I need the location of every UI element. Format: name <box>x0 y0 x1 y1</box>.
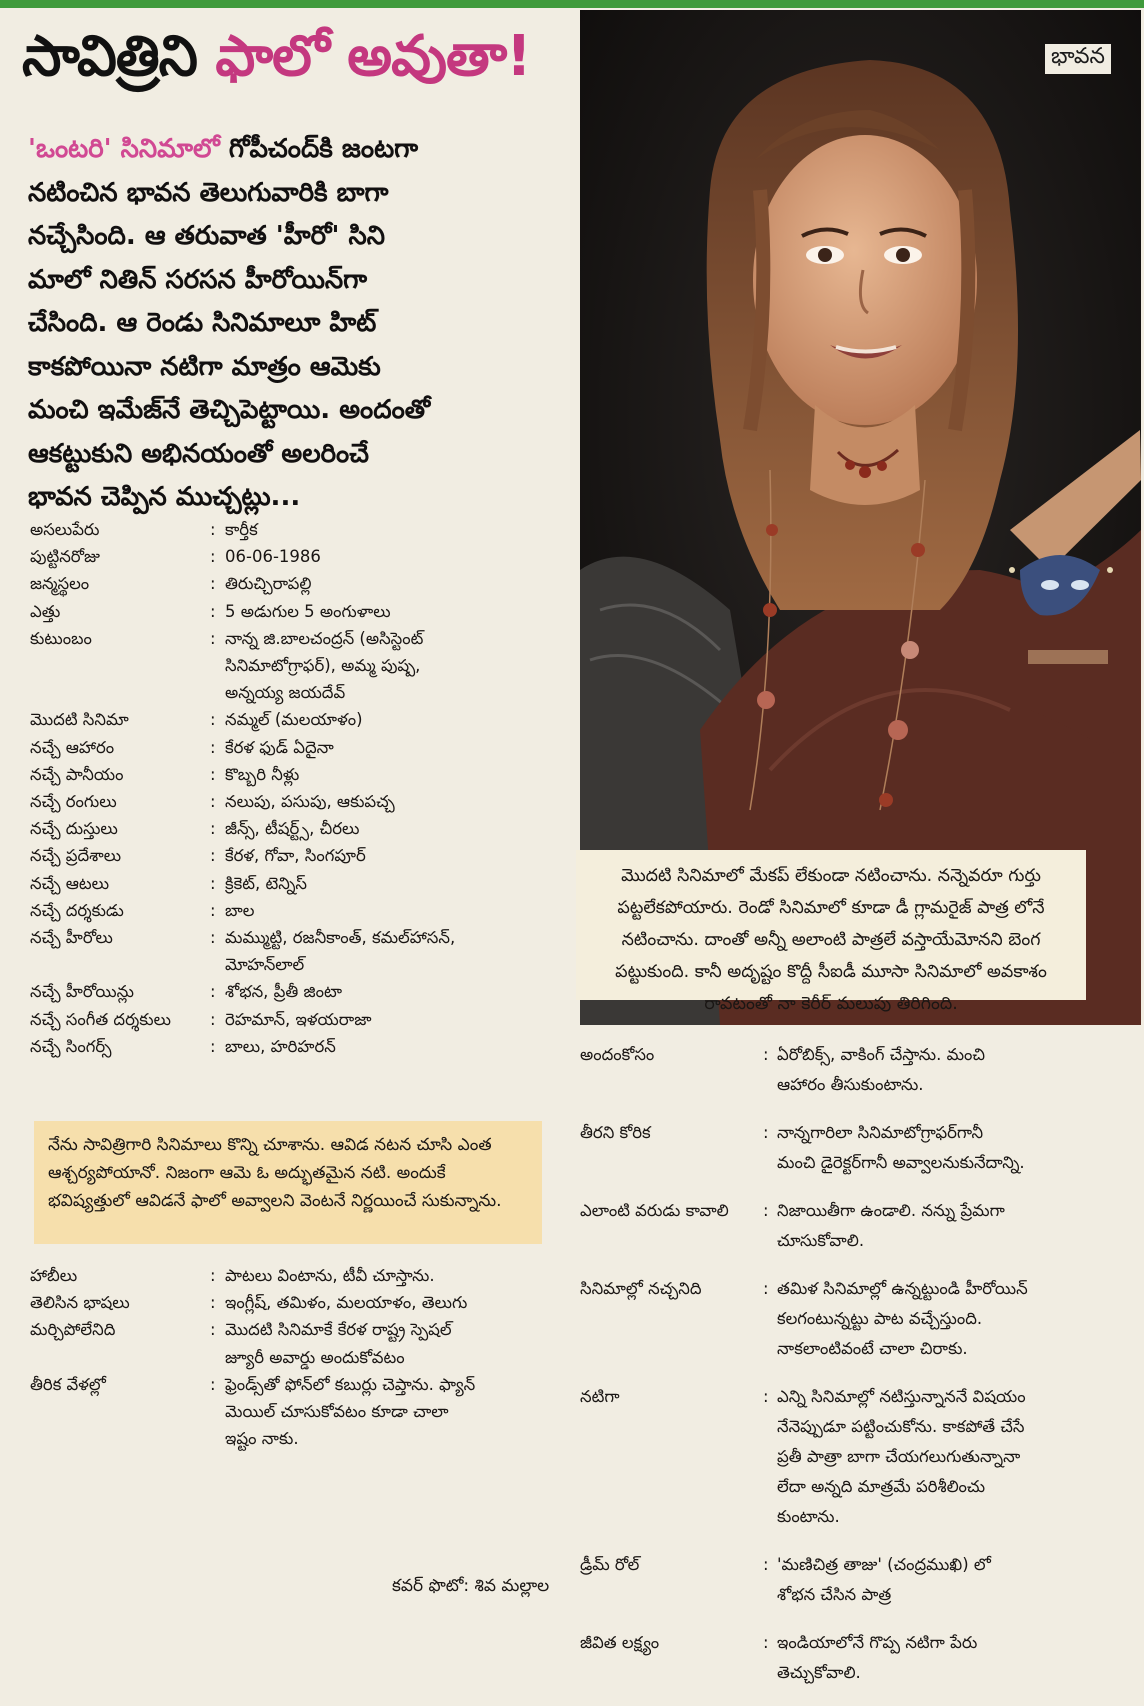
fact-colon: : <box>763 1387 769 1406</box>
byline: భావన <box>1045 44 1111 74</box>
intro-line: కాకపోయినా నటిగా మాత్రం ఆమెకు <box>28 351 381 382</box>
fact-value: నాన్నగారిలా సినిమాటోగ్రాఫర్‌గానీ మంచి డైరెక్టర్‌గానీ అవ్వాలనుకునేదాన్ని. <box>777 1123 1025 1172</box>
fact-colon: : <box>763 1123 769 1142</box>
fact-colon: : <box>210 628 216 648</box>
fact-colon: : <box>210 1374 216 1394</box>
fact-row <box>30 570 455 597</box>
fact-row <box>30 1006 455 1033</box>
headline <box>22 22 531 92</box>
fact-value: తమిళ సినిమాల్లో ఉన్నట్టుండి హీరోయిన్ కలగంటున్నట్టు పాట వచ్చేస్తుంది. నాకలాంటివంటే చాలా చిరాకు. <box>777 1279 1028 1358</box>
fact-label: పుట్టినరోజు <box>30 547 101 567</box>
fact-colon: : <box>210 819 216 839</box>
fact-colon: : <box>210 764 216 784</box>
fact-label: ఎత్తు <box>30 601 61 621</box>
fact-label: నచ్చే దుస్తులు <box>30 819 118 839</box>
fact-label: డ్రీమ్ రోల్ <box>580 1555 640 1574</box>
facts-right-list <box>580 1040 1130 1706</box>
fact-row <box>30 761 455 788</box>
fact-value: నిజాయితీగా ఉండాలి. నన్ను ప్రేమగా చూసుకోవాలి. <box>777 1201 1005 1250</box>
headline-part-1: సావిత్రిని <box>22 24 216 89</box>
fact-label: జన్మస్థలం <box>30 574 90 594</box>
fact-colon: : <box>210 1009 216 1029</box>
fact-row <box>30 625 455 707</box>
fact-colon: : <box>763 1633 769 1652</box>
fact-value: నలుపు, పసుపు, ఆకుపచ్చ <box>225 792 395 812</box>
fact-row <box>30 734 455 761</box>
fact-row <box>30 1316 475 1370</box>
fact-label: తీరని కోరిక <box>580 1123 651 1142</box>
fact-row <box>580 1382 1130 1532</box>
fact-value: పాటలు వింటాను, టీవీ చూస్తాను. <box>225 1266 435 1285</box>
fact-value: ఫ్రెండ్స్‌తో ఫోన్‌లో కబుర్లు చెప్తాను. ఫ్యాన్ మెయిల్ చూసుకోవటం కూడా చాలా ఇష్టం నాకు. <box>225 1374 476 1449</box>
fact-row <box>580 1274 1130 1364</box>
fact-row <box>30 897 455 924</box>
fact-row <box>580 1040 1130 1100</box>
fact-colon: : <box>210 1320 216 1340</box>
fact-row <box>30 842 455 869</box>
intro-line: నటించిన భావన తెలుగువారికి బాగా <box>28 177 389 208</box>
facts-bottom-list <box>30 1262 475 1452</box>
photo-caption: మొదటి సినిమాలో మేకప్ లేకుండా నటించాను. నన్నెవరూ గుర్తు పట్టలేకపోయారు. రెండో సినిమాలో కూడా డీ గ్లామరైజ్ పాత్ర లోనే నటించాను. దాంతో అన్నీ అలాంటి పాత్రలే వస్తాయేమోనని బెంగ పట్టుకుంది. కానీ అదృష్టం కొద్దీ సీఐడీ మూసా సినిమాలో అవకాశం రావటంతో నా కెరీర్ మలుపు తిరిగింది. <box>576 850 1086 1000</box>
intro-film-title: 'ఒంటరి' సినిమాలో <box>28 134 220 164</box>
intro-line-text: గోపీచంద్‌కి జంటగా <box>219 134 419 164</box>
fact-colon: : <box>210 710 216 730</box>
fact-colon: : <box>210 846 216 866</box>
fact-label: నచ్చే ఆటలు <box>30 873 110 893</box>
fact-label: తెలిసిన భాషలు <box>30 1293 130 1313</box>
fact-row <box>30 1033 455 1060</box>
fact-value: బాలు, హరిహరన్ <box>225 1036 336 1056</box>
intro-line: మాలో నితిన్ సరసన హీరోయిన్‌గా <box>28 264 368 295</box>
fact-label: నచ్చే ప్రదేశాలు <box>30 846 122 866</box>
fact-label: నటిగా <box>580 1387 620 1406</box>
fact-label: సినిమాల్లో నచ్చనిది <box>580 1279 702 1298</box>
fact-label: ఎలాంటి వరుడు కావాలి <box>580 1201 729 1220</box>
fact-value: ఇండియాలోనే గొప్ప నటిగా పేరు తెచ్చుకోవాలి. <box>777 1633 978 1682</box>
intro-line: భావన చెప్పిన ముచ్చట్లు... <box>28 482 301 512</box>
fact-colon: : <box>763 1279 769 1298</box>
fact-value: 5 అడుగుల 5 అంగుళాలు <box>225 601 391 621</box>
fact-value: శోభన, ప్రీతీ జింటా <box>225 982 342 1002</box>
fact-row <box>580 1550 1130 1610</box>
fact-row <box>30 706 455 733</box>
fact-value: క్రికెట్, టెన్నిస్ <box>225 873 307 893</box>
fact-value: కొబ్బరి నీళ్లు <box>225 764 300 784</box>
fact-row <box>30 516 455 543</box>
fact-label: నచ్చే దర్శకుడు <box>30 900 124 920</box>
fact-colon: : <box>210 1266 216 1285</box>
fact-row <box>30 815 455 842</box>
fact-row <box>30 1289 475 1316</box>
fact-label: అసలుపేరు <box>30 520 100 539</box>
fact-row <box>580 1196 1130 1256</box>
fact-label: హాబీలు <box>30 1266 78 1285</box>
fact-label: నచ్చే హీరోలు <box>30 928 113 948</box>
fact-label: మర్చిపోలేనిది <box>30 1320 116 1340</box>
fact-colon: : <box>763 1201 769 1220</box>
fact-colon: : <box>210 1293 216 1313</box>
fact-value: రెహమాన్, ఇళయరాజా <box>225 1009 372 1029</box>
fact-value: 'మణిచిత్ర తాజు' (చంద్రముఖి) లో శోభన చేసిన పాత్ర <box>777 1555 991 1604</box>
fact-label: జీవిత లక్ష్యం <box>580 1633 660 1652</box>
fact-label: తీరిక వేళల్లో <box>30 1374 106 1394</box>
fact-value: జీన్స్, టీషర్ట్స్, చీరలు <box>225 819 360 839</box>
fact-value: ఏరోబిక్స్, వాకింగ్ చేస్తాను. మంచి ఆహారం తీసుకుంటాను. <box>777 1045 986 1094</box>
photo-credit: కవర్ ఫొటో: శివ మల్లాల <box>392 1576 550 1596</box>
fact-label: నచ్చే ఆహారం <box>30 737 115 757</box>
fact-label: కుటుంబం <box>30 628 92 648</box>
intro-paragraph <box>28 128 548 520</box>
fact-colon: : <box>210 928 216 948</box>
fact-colon: : <box>210 601 216 621</box>
fact-row <box>30 1262 475 1289</box>
fact-value: నాన్న జి.బాలచంద్రన్ (అసిస్టెంట్ సినిమాటోగ్రాఫర్), అమ్మ పుష్ప, అన్నయ్య జయదేవ్ <box>225 628 424 703</box>
fact-colon: : <box>210 982 216 1002</box>
fact-row <box>30 1371 475 1453</box>
quote-box: నేను సావిత్రిగారి సినిమాలు కొన్ని చూశాను. ఆవిడ నటన చూసి ఎంత ఆశ్చర్యపోయానో. నిజంగా ఆమె ఓ అద్భుతమైన నటి. అందుకే భవిష్యత్తులో ఆవిడనే ఫాలో అవ్వాలని వెంటనే నిర్ణయించే సుకున్నాను. <box>34 1121 542 1244</box>
fact-row <box>580 1118 1130 1178</box>
facts-top-list <box>30 516 455 1060</box>
fact-row <box>30 924 455 978</box>
fact-colon: : <box>210 1036 216 1056</box>
fact-colon: : <box>763 1555 769 1574</box>
fact-value: ఇంగ్లీష్, తమిళం, మలయాళం, తెలుగు <box>225 1293 468 1313</box>
fact-colon: : <box>210 574 216 594</box>
fact-label: నచ్చే సింగర్స్ <box>30 1036 112 1056</box>
fact-value: తిరుచ్చిరాపల్లి <box>225 574 312 594</box>
fact-value: ఎన్ని సినిమాల్లో నటిస్తున్నాననే విషయం నేనెప్పుడూ పట్టించుకోను. కాకపోతే చేసే ప్రతీ పాత్రా బాగా చేయగలుగుతున్నానా లేదా అన్నది మాత్రమే పరిశీలించు కుంటాను. <box>777 1387 1026 1526</box>
fact-label: నచ్చే హీరోయిన్లు <box>30 982 134 1002</box>
intro-line: మంచి ఇమేజ్‌నే తెచ్చిపెట్టాయి. అందంతో <box>28 395 431 425</box>
intro-line: ఆకట్టుకుని అభినయంతో అలరించే <box>28 438 369 469</box>
fact-value: మమ్ముట్టి, రజనీకాంత్, కమల్‌హాసన్, మోహన్‌లాల్ <box>225 928 456 975</box>
intro-line: నచ్చేసింది. ఆ తరువాత 'హీరో' సిని <box>28 221 386 251</box>
fact-colon: : <box>210 792 216 812</box>
fact-colon: : <box>763 1045 769 1064</box>
top-color-bar <box>0 0 1144 8</box>
fact-label: నచ్చే సంగీత దర్శకులు <box>30 1009 171 1029</box>
fact-row <box>30 543 455 570</box>
fact-row <box>580 1628 1130 1688</box>
intro-line <box>28 128 548 172</box>
fact-row <box>30 788 455 815</box>
fact-label: మొదటి సినిమా <box>30 710 129 730</box>
fact-value: కేరళ, గోవా, సింగపూర్ <box>225 846 366 866</box>
fact-colon: : <box>210 737 216 757</box>
fact-label: అందంకోసం <box>580 1045 655 1064</box>
intro-line: చేసింది. ఆ రెండు సినిమాలూ హిట్ <box>28 308 377 338</box>
fact-label: నచ్చే పానీయం <box>30 764 124 784</box>
fact-row <box>30 978 455 1005</box>
fact-colon: : <box>210 900 216 920</box>
fact-colon: : <box>210 547 216 567</box>
fact-value: 06-06-1986 <box>225 547 321 567</box>
fact-colon: : <box>210 873 216 893</box>
fact-row <box>30 598 455 625</box>
fact-value: కార్తీక <box>225 520 258 539</box>
fact-colon: : <box>210 520 216 539</box>
fact-value: నమ్మల్ (మలయాళం) <box>225 710 363 730</box>
fact-value: మొదటి సినిమాకే కేరళ రాష్ట్ర స్పెషల్ జ్యూరీ అవార్డు అందుకోవటం <box>225 1320 452 1367</box>
fact-label: నచ్చే రంగులు <box>30 792 117 812</box>
headline-part-2: ఫాలో అవుతా! <box>215 24 531 89</box>
fact-value: కేరళ ఫుడ్ ఏదైనా <box>225 737 334 757</box>
fact-value: బాల <box>225 900 255 920</box>
fact-row <box>30 870 455 897</box>
